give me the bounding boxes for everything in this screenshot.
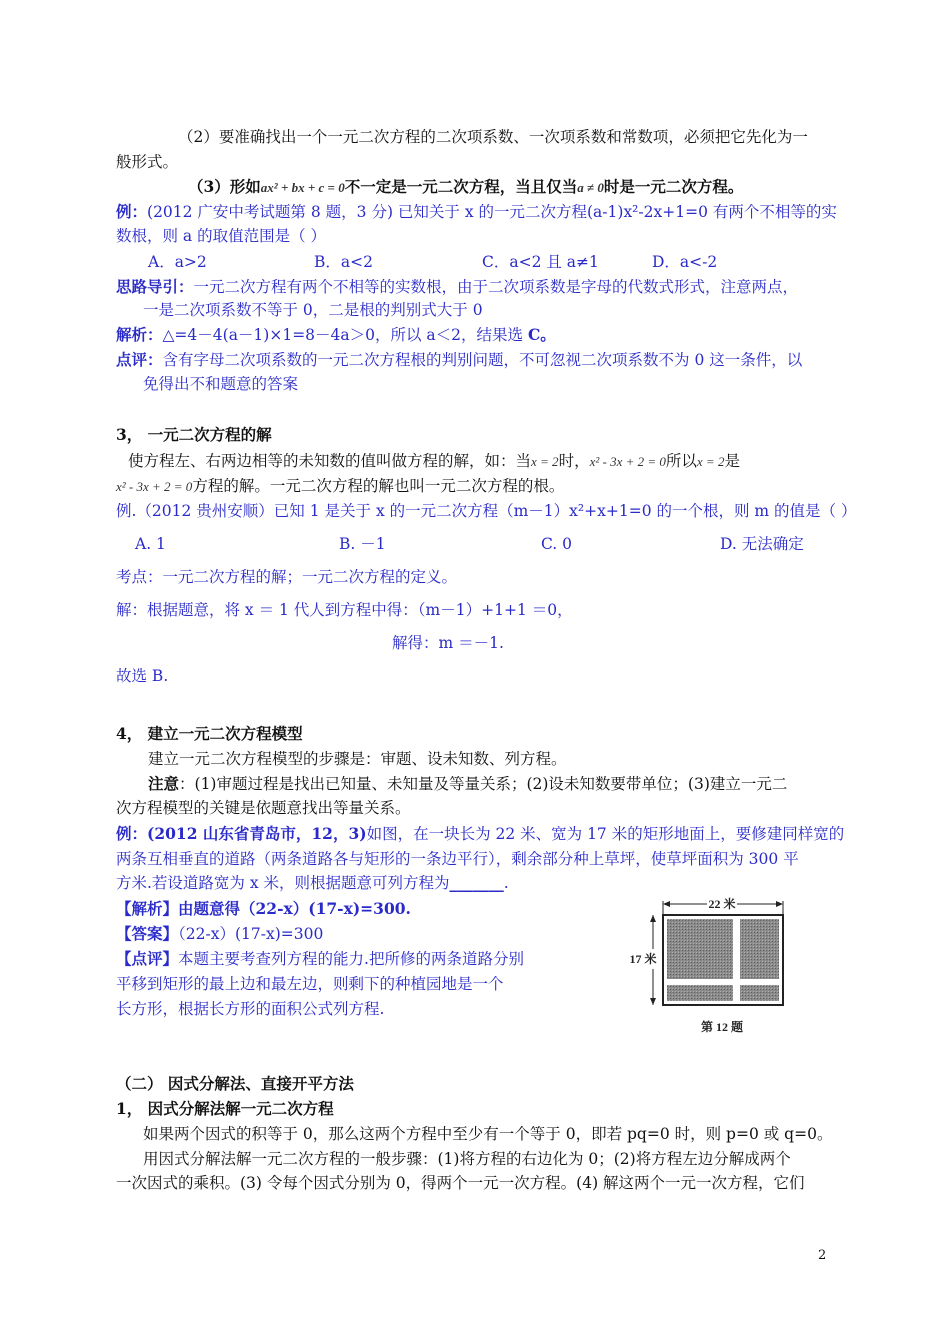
section-4-note-line2: 次方程模型的关键是依题意找出等量关系。 <box>116 799 411 817</box>
example-1-option-a: A．a>2 <box>148 253 207 271</box>
example-3-answer <box>116 923 323 945</box>
height-arrowhead-top <box>650 915 656 922</box>
section-3-para-line1 <box>128 450 740 473</box>
guide-label: 思路导引： <box>116 277 194 296</box>
comment-3-label: 【点评】 <box>116 949 179 968</box>
example-2-option-d: D. 无法确定 <box>720 535 804 553</box>
a-not-zero-math: a ≠ 0 <box>577 180 604 195</box>
solution-text: △=4－4(a－1)×1=8－4a＞0，所以 a＜2，结果选 <box>162 326 528 344</box>
example-1-guide-line1 <box>116 276 798 298</box>
comment-3-text: 本题主要考查列方程的能力.把所修的两条道路分别 <box>178 950 524 968</box>
part-2-para-2-line1: 用因式分解法解一元二次方程的一般步骤：(1)将方程的右边化为 0；(2)将方程左边分解成两个 <box>143 1150 791 1168</box>
rectangle-road-figure <box>625 887 825 1037</box>
part-2-para-1: 如果两个因式的积等于 0，那么这两个方程中至少有一个等于 0，即若 pq=0 时，则 p=0 或 q=0。 <box>143 1125 833 1143</box>
height-label: 17 米 <box>629 952 657 966</box>
section-4-note-line1 <box>148 773 787 795</box>
example-1-text: (2012 广安中考试题第 8 题，3 分) 已知关于 x 的一元二次方程(a-1)x²-2x+1=0 有两个不相等的实 <box>147 203 837 221</box>
math-x-eq-2b: x = 2 <box>696 454 725 469</box>
answer-label: 【答案】 <box>116 924 179 943</box>
example-2-option-c: C. 0 <box>541 535 573 553</box>
height-arrowhead-bottom <box>650 998 656 1005</box>
example-3-line3 <box>116 872 509 894</box>
math-equation-2: x² - 3x + 2 = 0 <box>116 479 193 494</box>
example-1-comment-line1 <box>116 349 802 371</box>
answer-blank: _______ <box>449 873 504 892</box>
part-2-title: （二） 因式分解法、直接开平方法 <box>116 1074 354 1093</box>
part-2-para-2-line2: 一次因式的乘积。(3) 令每个因式分别为 0，得两个一元一次方程。(4) 解这两个一元一次方程，它们 <box>116 1174 805 1192</box>
example-3-line2: 两条互相垂直的道路（两条道路各与矩形的一条边平行），剩余部分种上草坪，使草坪面积为 300 平 <box>116 850 799 868</box>
example-1-guide-line2: 一是二次项系数不等于 0，二是根的判别式大于 0 <box>143 301 483 319</box>
analysis-label: 【解析】 <box>116 899 179 918</box>
example-1-label: 例： <box>116 202 148 221</box>
example-2-solution-line2: 解得：m ＝－1. <box>392 634 504 652</box>
answer-text: （22-x）(17-x)=300 <box>178 925 324 943</box>
math-x-eq-2: x = 2 <box>531 454 559 469</box>
example-1-option-c: C．a<2 且 a≠1 <box>482 253 599 271</box>
example-3-comment-line2: 平移到矩形的最上边和最左边，则剩下的种植园地是一个 <box>116 975 504 993</box>
guide-text: 一元二次方程有两个不相等的实数根，由于二次项系数是字母的代数式形式，注意两点， <box>193 278 799 296</box>
width-label: 22 米 <box>708 897 736 911</box>
part-2-section-1-title: 1， 因式分解法解一元二次方程 <box>116 1099 334 1118</box>
note-text: ：(1)审题过程是找出已知量、未知量及等量关系；(2)设未知数要带单位；(3)建立一元二 <box>179 775 788 793</box>
example-3-text-3: 方米.若设道路宽为 x 米，则根据题意可列方程为 <box>116 874 450 892</box>
lawn-bottom-right <box>740 985 779 1001</box>
sec3-text-a: 使方程左、右两边相等的未知数的值叫做方程的解，如：当 <box>128 452 532 470</box>
example-1-line2: 数根，则 a 的取值范围是（ ） <box>116 227 327 245</box>
example-2-question: 例.（2012 贵州安顺）已知 1 是关于 x 的一元二次方程（m－1）x²+x+1=0 的一个根，则 m 的值是（ ） <box>116 502 857 520</box>
para-3-post: 时是一元二次方程。 <box>603 177 744 196</box>
section-4-para: 建立一元二次方程模型的步骤是：审题、设未知数、列方程。 <box>148 750 567 768</box>
para-2-line2: 般形式。 <box>116 153 179 171</box>
lawn-bottom-left <box>667 985 733 1001</box>
width-arrowhead-right <box>776 901 783 907</box>
para-3-mid: 不一定是一元二次方程，当且仅当 <box>344 177 578 196</box>
analysis-text: 由题意得（22-x）(17-x)=300. <box>178 899 411 918</box>
example-3-label: 例：(2012 山东省青岛市，12，3) <box>116 824 367 843</box>
example-3-line1 <box>116 823 844 845</box>
section-3-para-line2 <box>116 475 564 498</box>
note-label: 注意 <box>148 774 180 793</box>
example-3-analysis <box>116 898 411 920</box>
page-number: 2 <box>818 1248 827 1263</box>
example-3-text: 如图，在一块长为 22 米、宽为 17 米的矩形地面上，要修建同样宽的 <box>366 825 845 843</box>
para-2-line1: （2）要准确找出一个一元二次方程的二次项系数、一次项系数和常数项，必须把它先化为一 <box>178 128 808 146</box>
example-1-comment-line2: 免得出不和题意的答案 <box>143 375 299 393</box>
example-2-option-b: B. －1 <box>339 535 386 553</box>
general-form-math: ax² + bx + c = 0 <box>260 180 345 195</box>
example-3-period: . <box>503 874 509 892</box>
para-3 <box>188 176 743 199</box>
example-3-comment-line3: 长方形，根据长方形的面积公式列方程. <box>116 1000 385 1018</box>
section-3-title: 3， 一元二次方程的解 <box>116 425 272 444</box>
math-equation: x² - 3x + 2 = 0 <box>589 454 666 469</box>
figure-caption: 第 12 题 <box>700 1020 744 1034</box>
solution-answer: C。 <box>527 325 556 344</box>
lawn-top-left <box>667 919 733 979</box>
example-3-comment-line1 <box>116 948 524 970</box>
example-2-option-a: A. 1 <box>135 535 166 553</box>
example-1-option-d: D．a<-2 <box>652 253 718 271</box>
example-1-solution <box>116 324 556 346</box>
comment-label: 点评： <box>116 350 163 369</box>
lawn-top-right <box>740 919 779 979</box>
para-3-pre: （3）形如 <box>188 177 261 196</box>
example-1-line1 <box>116 201 837 223</box>
sec3-text-d: 是 <box>724 452 740 470</box>
example-2-solution-line3: 故选 B. <box>116 667 169 685</box>
sec3-text-e: 方程的解。一元二次方程的解也叫一元二次方程的根。 <box>192 477 565 495</box>
sec3-text-b: 时， <box>558 452 590 470</box>
example-2-knowledge-point: 考点：一元二次方程的解；一元二次方程的定义。 <box>116 568 458 586</box>
sec3-text-c: 所以 <box>665 452 697 470</box>
example-1-option-b: B．a<2 <box>314 253 373 271</box>
comment-text: 含有字母二次项系数的一元二次方程根的判别问题，不可忽视二次项系数不为 0 这一条件，以 <box>162 351 803 369</box>
section-4-title: 4， 建立一元二次方程模型 <box>116 724 303 743</box>
width-arrowhead-left <box>663 901 670 907</box>
example-2-solution-line1: 解：根据题意，将 x ＝ 1 代人到方程中得：（m－1）+1+1 ＝0， <box>116 601 573 619</box>
solution-label: 解析： <box>116 325 163 344</box>
